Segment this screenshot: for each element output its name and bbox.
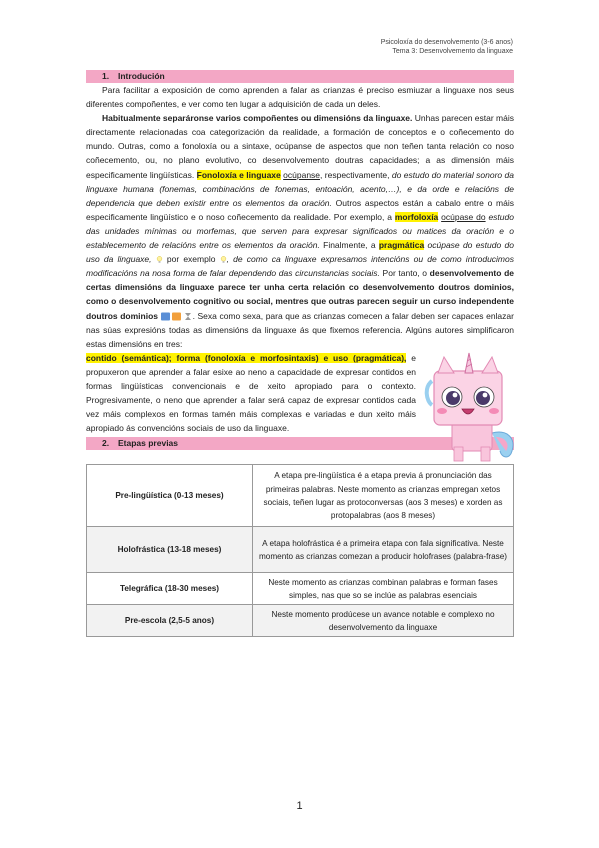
stages-table — [86, 464, 514, 637]
section-heading-intro: 1. Introdución — [86, 70, 514, 83]
highlight-morfoloxia: morfoloxía — [394, 211, 439, 222]
lightbulb-icon — [220, 256, 227, 264]
highlight-pragmatica: pragmática — [378, 240, 425, 251]
highlight-three-dimensions: contido (semántica); forma (fonoloxía e morfosintaxis) e uso (pragmática), — [86, 352, 407, 363]
table-row — [87, 573, 514, 605]
table-row — [87, 465, 514, 527]
header-topic: Tema 3: Desenvolvemento da linguaxe — [392, 48, 513, 55]
stage-description: A etapa pre-lingüística é a etapa previa á pronunciación das primeiras palabras. Neste momento as crianzas empregan xetos sociais, teñen lugar as protoconversas (aos 3 meses) e xorden as protopalabras (aos 8 meses) — [253, 465, 514, 527]
domains-icons — [161, 312, 193, 321]
stage-description: Neste momento prodúcese un avance notable e complexo no desenvolvemento da linguaxe — [253, 605, 514, 637]
lightbulb-icon — [156, 256, 163, 264]
section-heading-stages: 2. Etapas previas — [86, 437, 514, 450]
document-content — [86, 70, 514, 637]
stage-description: A etapa holofrástica é a primeira etapa con fala significativa. Neste momento as crianzas comezan a producir holofrases (palabra-frase) — [253, 527, 514, 573]
highlight-fonoloxia: Fonoloxía e linguaxe — [196, 169, 281, 180]
unikitty-illustration — [422, 351, 520, 467]
header-course: Psicoloxía do desenvolvemento (3-6 anos) — [380, 39, 513, 46]
paragraph-dimensions: Habitualmente separáronse varios compoñentes ou dimensións da linguaxe. Unhas parecen estar máis directamente relacionadas coa categorización da realidade, a formación de conceptos e o coñecemento do mundo. Outras, como a fonoloxía ou a sintaxe, ocúpanse de aspectos que non teñen tanta relación co noso coñecemento, ou, no plano evolutivo, co desenvolvemento doutras capacidades; a as dimensión máis especificamente lingüísticas. Fonoloxía e linguaxe ocúpanse, respectivamente, do estudo do material sonoro da linguaxe humana (fonemas, combinacións de fonemas, entoación, acento,…), e da orde e relacións de dependencia que deben existir entre os elementos da oración. Outros aspectos están a cabalo entre o máis especificamente lingüístico e o noso coñecemento da realidade. Por exemplo, a morfoloxía ocúpase do estudo das unidades mínimas ou morfemas, que serven para expresar significados ou matices da oración e o establecemento de relacións entre os elementos da oración. Finalmente, a pragmática ocúpase do estudo do uso da linguaxe, por exemplo , de como ca linguaxe expresamos intencións ou de como introducimos modificacións na nosa forma de falar dependendo das circunstancias sociais. Por tanto, o desenvolvemento de certas dimensións da linguaxe parece ter unha certa relación co desenvolvemento doutros dominios, como o desenvolvemento cognitivo ou social, mentres que outras parecen seguir un curso independente doutros dominios . Sexa como sexa, para que as crianzas comecen a falar deben ser capaces enlazar nas súas expresións todas as dimensións da linguaxe ás que fixemos referencia. Algúns autores simplificaron estas dimensións en tres: — [86, 113, 515, 349]
stage-name: Pre-escola (2,5-5 anos) — [87, 605, 253, 637]
wrap-with-illustration — [86, 351, 514, 436]
table-row — [87, 605, 514, 637]
stage-name: Holofrástica (13-18 meses) — [87, 527, 253, 573]
stage-name: Telegráfica (18-30 meses) — [87, 573, 253, 605]
page-number: 1 — [296, 800, 303, 812]
paragraph-three-dimensions: contido (semántica); forma (fonoloxía e morfosintaxis) e uso (pragmática), e propuxeron que aprender a falar esixe ao neno a capacidade de expresar contidos en formas lingüísticas convencionais e de xeito apropiado para o contexto. Progresivamente, o neno que aprender a falar será capaz de expresar contidos cada vez máis complexos en formas tamén máis complexas e variadas e dun xeito máis apropiado ás convencións sociais de uso da linguaxe. — [86, 352, 416, 434]
stage-name: Pre-lingüística (0-13 meses) — [87, 465, 253, 527]
paragraph-intro: Para facilitar a exposición de como aprenden a falar as crianzas é preciso esmiuzar a linguaxe nos seus diferentes compoñentes, e ver como ten lugar a adquisición de cada un deles. — [86, 85, 514, 110]
page-header — [381, 38, 513, 56]
stage-description: Neste momento as crianzas combinan palabras e forman fases simples, nas que so se inclúe as palabras esenciais — [253, 573, 514, 605]
table-row — [87, 527, 514, 573]
